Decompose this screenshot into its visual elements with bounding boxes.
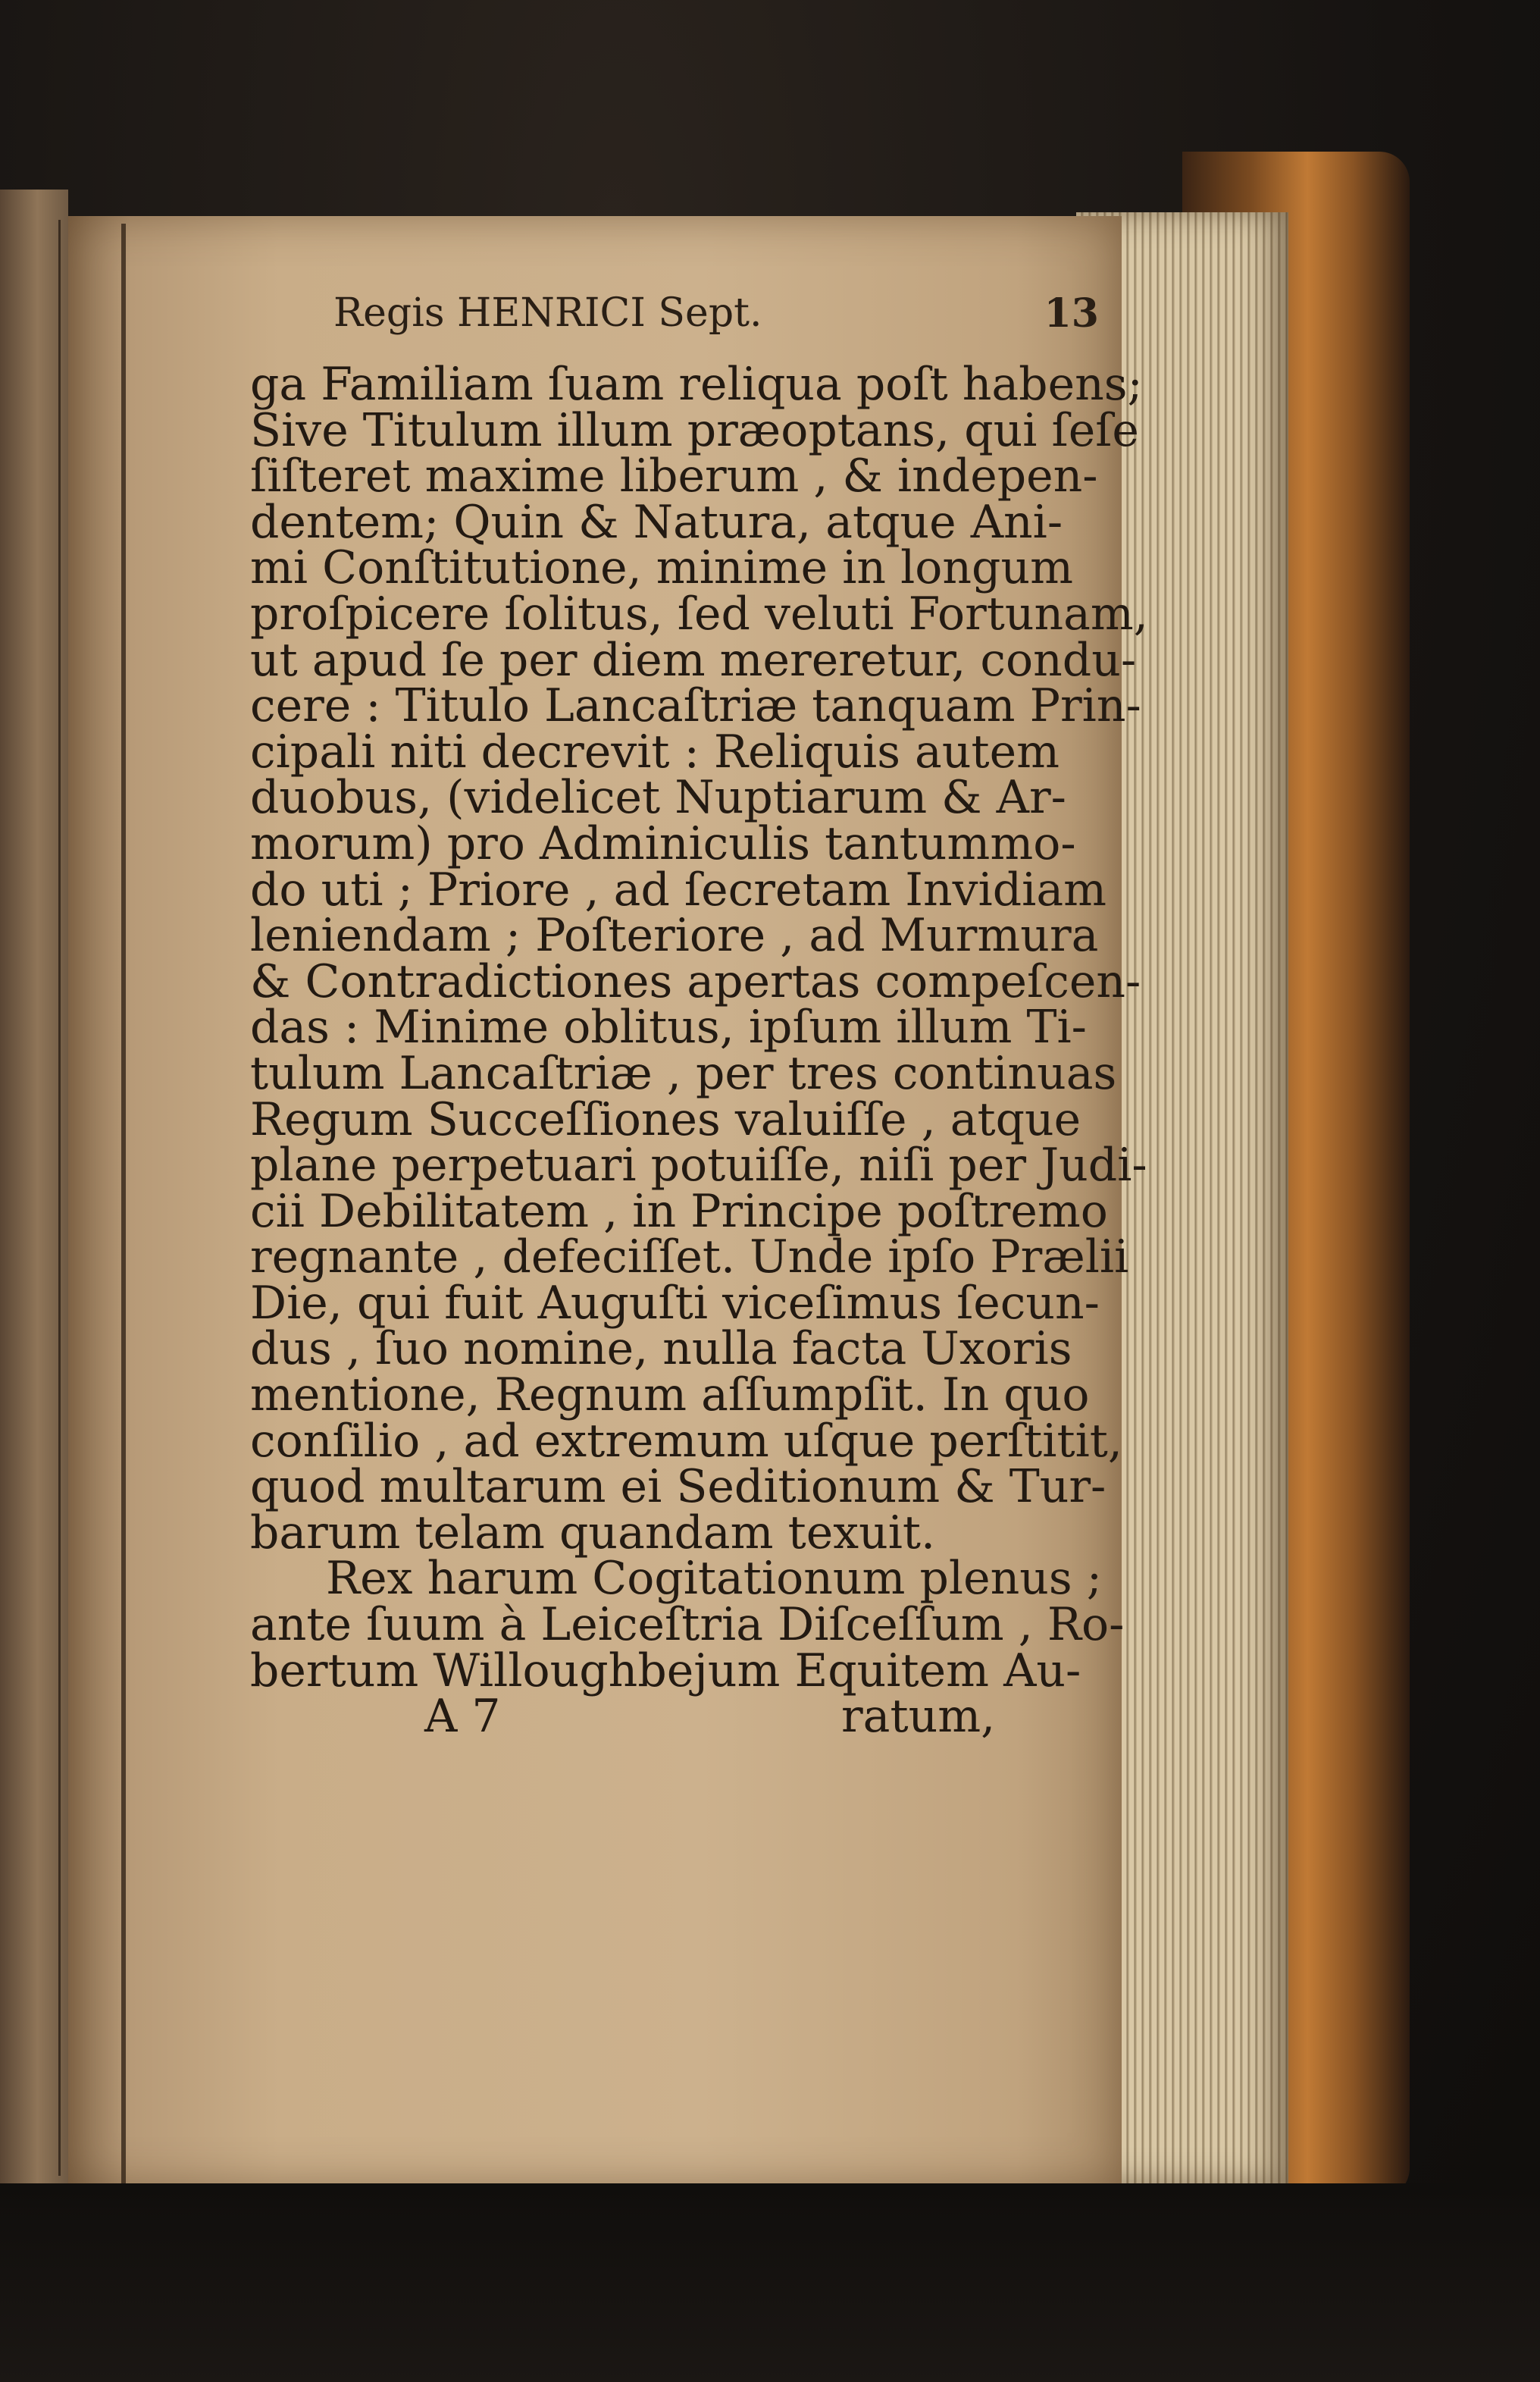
text-line: dus , ſuo nomine, nulla facta Uxoris [250,1322,1072,1376]
text-line: cere : Titulo Lancaſtriæ tanquam Prin- [250,679,1141,733]
text-line: duobus, (videlicet Nuptiarum & Ar- [250,771,1066,825]
signature-mark: A 7 [424,1690,501,1744]
body-text [250,358,1148,1744]
text-line: tulum Lancaſtriæ , per tres continuas [250,1046,1117,1100]
page-number: 13 [1044,290,1099,337]
text-line: dentem; Quin & Natura, atque Ani- [250,495,1063,549]
text-line: Regum Succeſſiones valuiſſe , atque [250,1092,1081,1146]
text-line: cii Debilitatem , in Principe poſtremo [250,1184,1108,1238]
text-line: Rex harum Cogitationum plenus ; [326,1552,1102,1606]
text-line: ga Familiam ſuam reliqua poſt habens; [250,358,1143,411]
text-line: Sive Titulum illum præoptans, qui ſeſe [250,403,1139,457]
running-header [265,290,1099,343]
table-shadow [0,2183,1540,2382]
text-line: quod multarum ei Seditionum & Tur- [250,1460,1106,1514]
facing-page-edge [0,190,68,2206]
running-title: Regis HENRICI Sept. [333,290,762,336]
text-line: mentione, Regnum aſſumpſit. In quo [250,1368,1090,1422]
text-line: & Contradictiones apertas compeſcen- [250,954,1141,1008]
text-line: bertum Willoughbejum Equitem Au- [250,1644,1081,1697]
text-line: morum) pro Adminiculis tantummo- [250,816,1076,870]
text-line: barum telam quandam texuit. [250,1506,936,1559]
text-line: do uti ; Priore , ad ſecretam Invidiam [250,863,1106,917]
text-line: mi Conſtitutione, minime in longum [250,541,1074,595]
text-line: regnante , defeciſſet. Unde ipſo Prælii [250,1230,1129,1284]
text-line: conſilio , ad extremum uſque perſtitit, [250,1414,1122,1468]
text-line: ut apud ſe per diem mereretur, condu- [250,633,1137,687]
gutter-line [58,220,61,2176]
gutter-rule [121,224,126,2187]
text-line: das : Minime oblitus, ipſum illum Ti- [250,1001,1087,1055]
catchword: ratum, [841,1690,996,1744]
text-line: Die, qui fuit Auguſti viceſimus ſecun- [250,1276,1100,1330]
text-line: cipali niti decrevit : Reliquis autem [250,725,1060,779]
book-page [68,216,1148,2187]
text-line: leniendam ; Poſteriore , ad Murmura [250,909,1099,963]
text-line: proſpicere ſolitus, ſed veluti Fortunam, [250,587,1148,641]
text-line: plane perpetuari potuiſſe, niſi per Judi- [250,1139,1147,1193]
text-line: ſiſteret maxime liberum , & indepen- [250,450,1098,503]
signature-line [250,1690,1122,1744]
text-line: ante ſuum à Leiceſtria Diſceſſum , Ro- [250,1598,1125,1652]
